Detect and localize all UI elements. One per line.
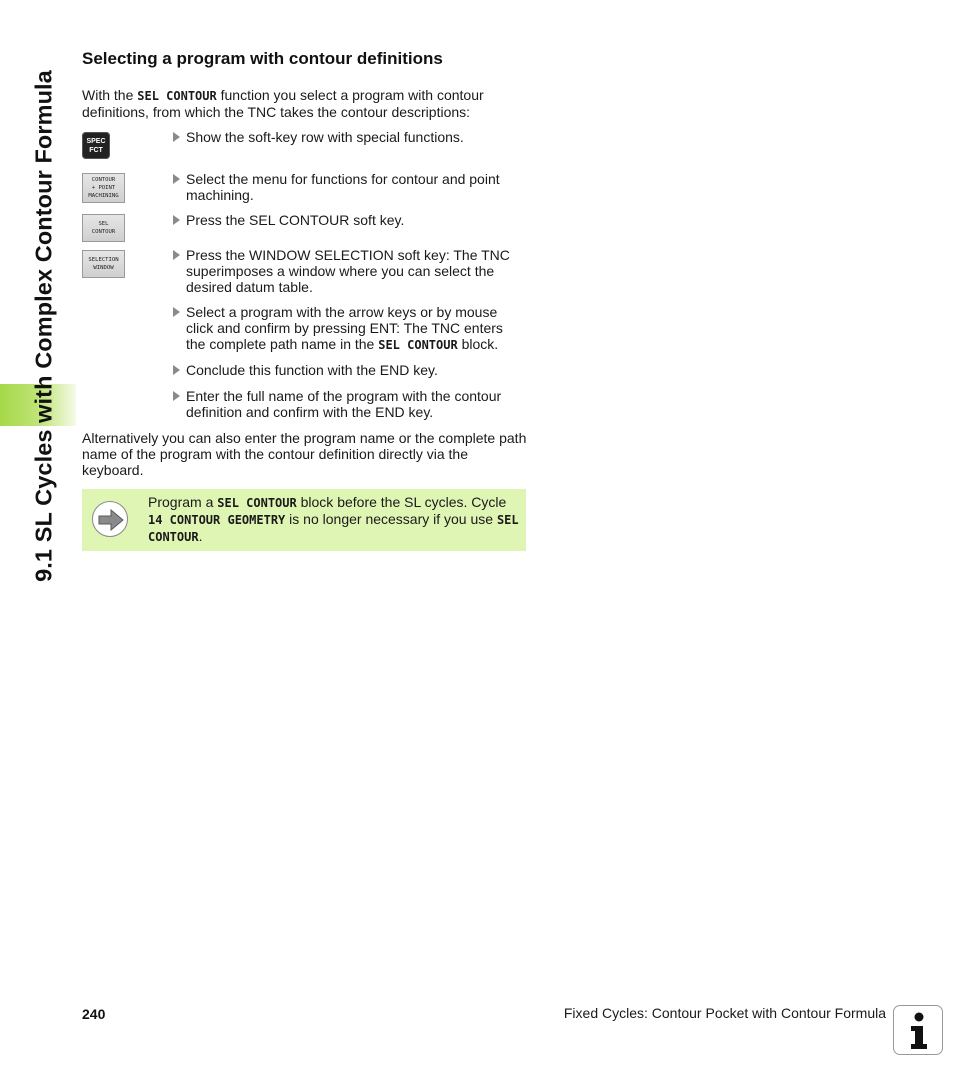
arrow-right-icon — [92, 501, 128, 537]
triangle-bullet-icon — [173, 250, 180, 260]
selection-window-softkey — [82, 250, 125, 278]
intro-code: SEL CONTOUR — [137, 89, 217, 103]
note-code: 14 CONTOUR GEOMETRY — [148, 513, 286, 527]
step-text: Conclude this function with the END key. — [186, 362, 438, 378]
note-text-part: . — [198, 528, 203, 544]
note-text-part: Program a — [148, 494, 218, 510]
step-text — [173, 304, 523, 353]
triangle-bullet-icon — [173, 132, 180, 142]
softkey-label: WINDOW — [93, 265, 114, 271]
chapter-title-text: 9.1 SL Cycles with Complex Contour Formula — [30, 70, 57, 582]
step-7 — [173, 388, 523, 420]
step-text: Press the WINDOW SELECTION soft key: The TNC superimposes a window where you can select the desired datum table. — [186, 247, 510, 295]
spec-fct-key — [82, 132, 110, 159]
softkey-label: SELECTION — [88, 257, 119, 263]
softkey-label: CONTOUR — [91, 229, 116, 235]
step-5 — [173, 304, 523, 353]
spec-key-label-1: SPEC — [86, 137, 106, 145]
alternative-paragraph: Alternatively you can also enter the program name or the complete path name of the program with the contour definition directly via the keyboard. — [82, 430, 527, 478]
note-text-part: block before the SL cycles. Cycle — [296, 494, 507, 510]
note-code: SEL CONTOUR — [148, 513, 519, 544]
step-4 — [173, 247, 523, 295]
softkey-label: MACHINING — [88, 193, 119, 199]
step-code: SEL CONTOUR — [378, 338, 458, 352]
sel-contour-softkey — [82, 214, 125, 242]
footer-title: Fixed Cycles: Contour Pocket with Contour Formula — [563, 1005, 886, 1021]
triangle-bullet-icon — [173, 307, 180, 317]
step-text-part: block. — [457, 336, 499, 352]
step-1 — [173, 129, 523, 145]
softkey-label: CONTOUR — [91, 177, 116, 183]
note-text-part: is no longer necessary if you use — [285, 511, 497, 527]
intro-text: With the — [82, 87, 138, 103]
info-icon — [893, 1005, 943, 1055]
step-text: Select the menu for functions for contour and point machining. — [186, 171, 500, 203]
triangle-bullet-icon — [173, 365, 180, 375]
intro-text-end: function you select a program with contour definitions, from which the TNC takes the contour descriptions: — [82, 87, 484, 120]
step-6 — [173, 362, 523, 378]
triangle-bullet-icon — [173, 391, 180, 401]
step-2 — [173, 171, 523, 203]
note-text — [148, 494, 520, 545]
section-heading: Selecting a program with contour definitions — [82, 49, 443, 68]
contour-point-softkey — [82, 173, 125, 203]
step-text: Press the SEL CONTOUR soft key. — [186, 212, 405, 228]
note-box — [82, 489, 526, 551]
intro-paragraph — [82, 87, 527, 120]
triangle-bullet-icon — [173, 174, 180, 184]
step-text: Enter the full name of the program with the contour definition and confirm with the END key. — [186, 388, 502, 420]
triangle-bullet-icon — [173, 215, 180, 225]
step-3 — [173, 212, 523, 228]
softkey-label: + POINT — [91, 185, 116, 191]
softkey-label: SEL — [98, 221, 109, 227]
spec-key-label-2: FCT — [89, 146, 103, 154]
step-text: Show the soft-key row with special functions. — [186, 129, 464, 145]
page-number: 240 — [82, 1006, 106, 1022]
step-text-part: Select a program with the arrow keys or by mouse click and confirm by pressing ENT: The TNC enters the complete path name in the — [186, 304, 503, 352]
note-code: SEL CONTOUR — [217, 496, 297, 510]
